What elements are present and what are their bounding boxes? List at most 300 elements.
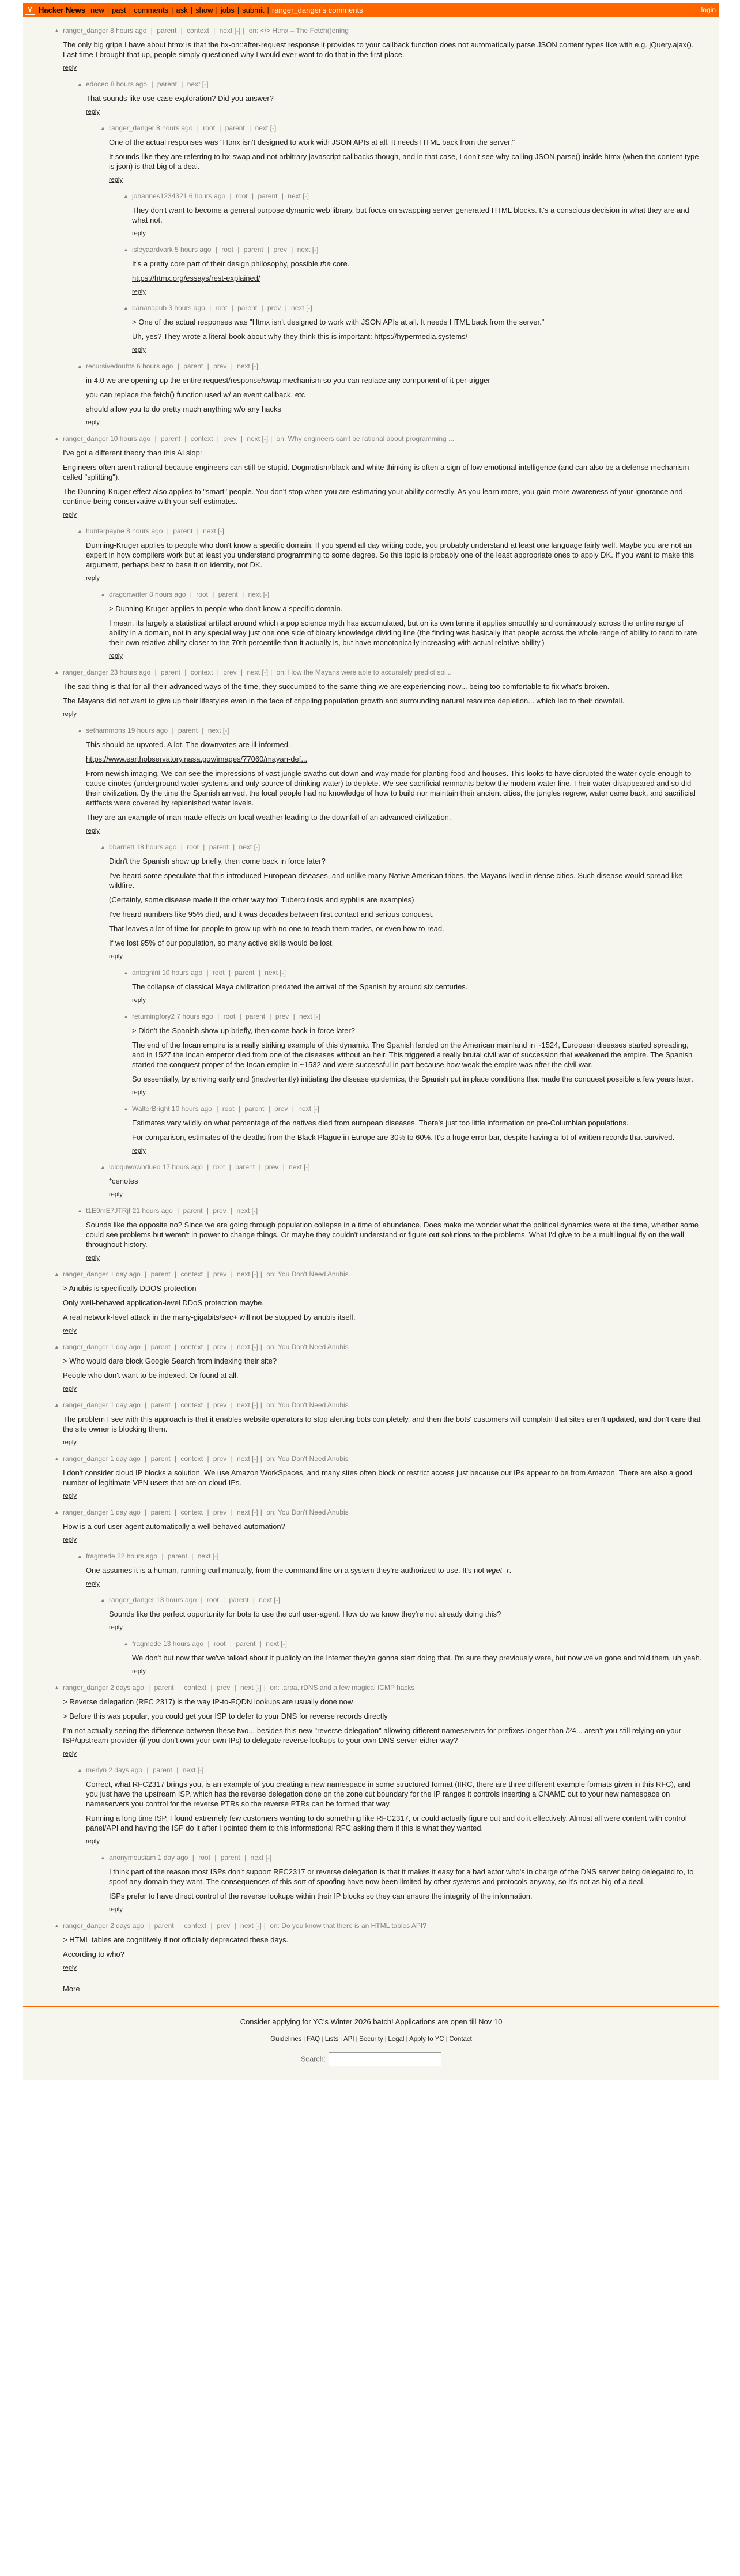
comment-nav-context[interactable]: context — [188, 668, 215, 676]
story-link[interactable]: You Don't Need Anubis — [278, 1401, 349, 1409]
story-link[interactable]: .arpa, rDNS and a few magical ICMP hacks — [281, 1684, 415, 1692]
comment-age-link[interactable]: 8 hours ago — [126, 527, 165, 535]
comment-nav-next[interactable]: next — [238, 1684, 256, 1692]
upvote-arrow-icon[interactable]: ▲ — [77, 81, 82, 87]
upvote-arrow-icon[interactable]: ▲ — [77, 728, 82, 733]
comment-username[interactable]: ranger_danger — [109, 124, 154, 132]
comment-nav-next[interactable]: next — [263, 1640, 281, 1648]
story-link[interactable]: </> Htmx – The Fetch()ening — [260, 27, 349, 35]
comment-age-link[interactable]: 1 day ago — [110, 1455, 143, 1463]
upvote-arrow-icon[interactable]: ▲ — [100, 844, 105, 850]
comment-nav-next[interactable]: next — [245, 435, 262, 443]
nav-past[interactable]: past — [112, 5, 126, 14]
comment-age-link[interactable]: 2 days ago — [108, 1766, 145, 1774]
comment-nav-parent[interactable]: parent — [233, 969, 256, 977]
reply-link[interactable]: reply — [86, 419, 100, 426]
reply-link[interactable]: reply — [109, 1624, 123, 1631]
on-label: on: — [247, 27, 260, 35]
comment-username[interactable]: ranger_danger — [63, 27, 108, 35]
comment-age-link[interactable]: 1 day ago — [110, 1343, 143, 1351]
footer-link-apply[interactable]: Apply to YC — [409, 2036, 444, 2043]
nav-comments[interactable]: comments — [134, 5, 169, 14]
comment-nav-parent[interactable]: parent — [149, 1343, 172, 1351]
comment-nav-prev[interactable]: prev — [221, 668, 239, 676]
collapse-toggle[interactable]: [-] — [265, 1854, 272, 1862]
comment — [55, 1401, 702, 1447]
collapse-toggle[interactable]: [-] — [252, 1508, 258, 1516]
upvote-arrow-icon[interactable]: ▲ — [77, 1208, 82, 1214]
upvote-arrow-icon[interactable]: ▲ — [54, 436, 59, 442]
comment-nav-context[interactable]: context — [179, 1270, 205, 1278]
comment-nav-next[interactable]: next — [253, 124, 270, 132]
upvote-arrow-icon[interactable]: ▲ — [54, 1271, 59, 1277]
comment-username[interactable]: WalterBright — [132, 1105, 170, 1113]
collapse-toggle[interactable]: [-] — [313, 1105, 319, 1113]
comment-nav-prev[interactable]: prev — [211, 1343, 229, 1351]
comment-nav-next[interactable]: next — [256, 1596, 274, 1604]
comment-age-link[interactable]: 6 hours ago — [188, 192, 228, 200]
collapse-toggle[interactable]: [-] — [303, 192, 309, 200]
comment-age-link[interactable]: 2 days ago — [110, 1922, 146, 1930]
comment-username[interactable]: bbarnett — [109, 843, 135, 851]
comment-age-link[interactable]: 13 hours ago — [156, 1596, 199, 1604]
collapse-toggle[interactable]: [-] — [255, 1922, 262, 1930]
collapse-toggle[interactable]: [-] — [252, 362, 258, 370]
comment-nav-root[interactable]: root — [220, 1105, 236, 1113]
collapse-toggle[interactable]: [-] — [212, 1552, 219, 1560]
comment-nav-next[interactable]: next — [201, 527, 218, 535]
upvote-arrow-icon[interactable]: ▲ — [123, 247, 129, 253]
comment-nav-next[interactable]: next — [237, 843, 254, 851]
comment-nav-parent[interactable]: parent — [149, 1270, 172, 1278]
comment-header — [100, 1854, 702, 1862]
reply-link[interactable]: reply — [63, 511, 77, 518]
collapse-toggle[interactable]: [-] — [304, 1163, 310, 1171]
comment-nav-next[interactable]: next — [246, 590, 263, 598]
footer-link-legal[interactable]: Legal — [388, 2036, 405, 2043]
comment-username[interactable]: recursivedoubts — [86, 362, 135, 370]
nav-jobs[interactable]: jobs — [220, 5, 235, 14]
comment-nav-prev[interactable]: prev — [263, 1163, 281, 1171]
comment-username[interactable]: returningfory2 — [132, 1012, 175, 1020]
comment-nav-parent[interactable]: parent — [181, 362, 205, 370]
comment-nav-parent[interactable]: parent — [207, 843, 231, 851]
comment-nav-root[interactable]: root — [196, 1854, 213, 1862]
comment-nav-prev[interactable]: prev — [211, 1401, 229, 1409]
upvote-arrow-icon[interactable]: ▲ — [100, 1164, 105, 1170]
comment-nav-root[interactable]: root — [211, 1163, 227, 1171]
comment-nav-next[interactable]: next — [238, 1922, 256, 1930]
comment-username[interactable]: ranger_danger — [63, 1508, 108, 1516]
reply-link[interactable]: reply — [86, 1838, 100, 1845]
separator: | — [231, 1207, 233, 1215]
comment-username[interactable]: merlyn — [86, 1766, 107, 1774]
comment-nav-next[interactable]: next — [285, 192, 303, 200]
comment-nav-prev[interactable]: prev — [211, 1455, 229, 1463]
comment-nav-parent[interactable]: parent — [149, 1455, 172, 1463]
reply-link[interactable]: reply — [132, 1089, 146, 1096]
comment-nav-parent[interactable]: parent — [233, 1163, 257, 1171]
upvote-arrow-icon[interactable]: ▲ — [77, 363, 82, 369]
comment-nav-prev[interactable]: prev — [265, 304, 283, 312]
comment-header — [54, 1455, 702, 1463]
comment-nav-root[interactable]: root — [184, 843, 201, 851]
comment-nav-context[interactable]: context — [182, 1922, 209, 1930]
comment-nav-next[interactable]: next — [297, 1012, 315, 1020]
story-link[interactable]: How the Mayans were able to accurately predict sol... — [288, 668, 452, 676]
comment-nav-next[interactable]: next — [235, 1508, 252, 1516]
separator: | — [210, 1922, 213, 1930]
comment-nav-parent[interactable]: parent — [242, 1105, 266, 1113]
collapse-toggle[interactable]: [-] — [252, 1343, 258, 1351]
comment-nav-prev[interactable]: prev — [221, 435, 239, 443]
comment-nav-context[interactable]: context — [188, 435, 215, 443]
reply-link[interactable]: reply — [63, 1536, 77, 1543]
comment-nav-context[interactable]: context — [179, 1343, 205, 1351]
reply-link[interactable]: reply — [86, 108, 100, 115]
comment-username[interactable]: ranger_danger — [63, 668, 108, 676]
comment-nav-context[interactable]: context — [179, 1508, 205, 1516]
collapse-toggle[interactable]: [-] — [262, 435, 269, 443]
collapse-toggle[interactable]: [-] — [202, 80, 209, 88]
reply-link[interactable]: reply — [132, 230, 146, 237]
upvote-arrow-icon[interactable]: ▲ — [123, 305, 129, 311]
comment-username[interactable]: anonymousiam — [109, 1854, 156, 1862]
comment-nav-parent[interactable]: parent — [149, 1508, 172, 1516]
collapse-toggle[interactable]: [-] — [254, 843, 260, 851]
comment-age-link[interactable]: 17 hours ago — [162, 1163, 205, 1171]
reply-link[interactable]: reply — [63, 1750, 77, 1757]
upvote-arrow-icon[interactable]: ▲ — [54, 1456, 59, 1462]
nav-show[interactable]: show — [195, 5, 213, 14]
comment-username[interactable]: sethammons — [86, 726, 126, 735]
comment-age-link[interactable]: 8 hours ago — [110, 80, 149, 88]
comment-nav-root[interactable]: root — [221, 1012, 237, 1020]
comment-age-link[interactable]: 1 day ago — [157, 1854, 190, 1862]
comment-age-link[interactable]: 21 hours ago — [132, 1207, 175, 1215]
comment-nav-parent[interactable]: parent — [216, 590, 240, 598]
comment-age-link[interactable]: 10 hours ago — [110, 435, 153, 443]
comment-nav-parent[interactable]: parent — [181, 1207, 205, 1215]
comment-url-link[interactable]: https://hypermedia.systems/ — [374, 332, 468, 341]
comment-nav-root[interactable]: root — [219, 246, 236, 254]
reply-link[interactable]: reply — [109, 653, 123, 660]
collapse-toggle[interactable]: [-] — [234, 27, 241, 35]
collapse-toggle[interactable]: [-] — [252, 1455, 258, 1463]
comment-nav-prev[interactable]: prev — [211, 1207, 229, 1215]
collapse-toggle[interactable]: [-] — [252, 1270, 258, 1278]
comment-username[interactable]: ranger_danger — [63, 1684, 108, 1692]
comment-nav-next[interactable]: next — [235, 1455, 252, 1463]
comment-username[interactable]: dragonwriter — [109, 590, 148, 598]
yc-logo[interactable]: Y — [25, 5, 35, 15]
comment-age-link[interactable]: 1 day ago — [110, 1401, 143, 1409]
footer-link-guidelines[interactable]: Guidelines — [270, 2036, 302, 2043]
reply-link[interactable]: reply — [63, 1327, 77, 1334]
comment-username[interactable]: bananapub — [132, 304, 167, 312]
comment-username[interactable]: ranger_danger — [63, 1401, 108, 1409]
collapse-toggle[interactable]: [-] — [262, 668, 269, 676]
comment-nav-parent[interactable]: parent — [152, 1922, 176, 1930]
collapse-toggle[interactable]: [-] — [281, 1640, 287, 1648]
comment-username[interactable]: ranger_danger — [109, 1596, 154, 1604]
comment-age-link[interactable]: 18 hours ago — [136, 843, 179, 851]
site-title[interactable]: Hacker News — [39, 5, 85, 14]
separator: | — [238, 1105, 240, 1113]
comment-nav-next[interactable]: next — [289, 304, 307, 312]
comment-age-link[interactable]: 2 days ago — [110, 1684, 146, 1692]
footer-link-security[interactable]: Security — [359, 2036, 383, 2043]
more-link[interactable]: More — [63, 1984, 80, 1993]
comment-age-link[interactable]: 19 hours ago — [127, 726, 170, 735]
separator: | — [148, 1684, 150, 1692]
comment-username[interactable]: loloquwowndueo — [109, 1163, 161, 1171]
collapse-toggle[interactable]: [-] — [263, 590, 270, 598]
comment-nav-next[interactable]: next — [235, 1401, 252, 1409]
comment-nav-next[interactable]: next — [180, 1766, 198, 1774]
comment-age-link[interactable]: 10 hours ago — [171, 1105, 214, 1113]
separator: | — [171, 5, 173, 14]
nav-new[interactable]: new — [90, 5, 104, 14]
upvote-arrow-icon[interactable]: ▲ — [123, 1014, 129, 1019]
collapse-toggle[interactable]: [-] — [306, 304, 312, 312]
separator: | — [213, 27, 216, 35]
comment-url-link[interactable]: https://htmx.org/essays/rest-explained/ — [132, 274, 260, 283]
comment-url-link[interactable]: https://www.earthobservatory.nasa.gov/images/77060/mayan-def... — [86, 755, 308, 763]
reply-link[interactable]: reply — [63, 65, 77, 71]
reply-link[interactable]: reply — [63, 1964, 77, 1971]
footer-link-contact[interactable]: Contact — [449, 2036, 472, 2043]
nav-ask[interactable]: ask — [176, 5, 188, 14]
comment-nav-context[interactable]: context — [184, 27, 212, 35]
comment-username[interactable]: ranger_danger — [63, 1343, 108, 1351]
story-link[interactable]: Do you know that there is an HTML tables API? — [281, 1922, 426, 1930]
comment-age-link[interactable]: 23 hours ago — [110, 668, 153, 676]
comment-age-link[interactable]: 1 day ago — [110, 1508, 143, 1516]
comment-age-link[interactable]: 8 hours ago — [156, 124, 195, 132]
comment-nav-root[interactable]: root — [201, 124, 217, 132]
reply-link[interactable]: reply — [109, 1191, 123, 1198]
comment-username[interactable]: fragmede — [132, 1640, 161, 1648]
comment-nav-parent[interactable]: parent — [165, 1552, 190, 1560]
upvote-arrow-icon[interactable]: ▲ — [100, 592, 105, 597]
upvote-arrow-icon[interactable]: ▲ — [123, 1641, 129, 1647]
footer-link-api[interactable]: API — [343, 2036, 354, 2043]
collapse-toggle[interactable]: [-] — [255, 1684, 262, 1692]
comment-nav-parent[interactable]: parent — [256, 192, 280, 200]
comment-nav-root[interactable]: root — [213, 304, 229, 312]
comment-age-link[interactable]: 8 hours ago — [149, 590, 188, 598]
comment-nav-next[interactable]: next — [248, 1854, 266, 1862]
reply-link[interactable]: reply — [63, 1385, 77, 1392]
comment-nav-prev[interactable]: prev — [211, 362, 229, 370]
comment-nav-parent[interactable]: parent — [234, 1640, 258, 1648]
footer-link-faq[interactable]: FAQ — [307, 2036, 320, 2043]
comment-username[interactable]: fragmede — [86, 1552, 115, 1560]
comment-nav-next[interactable]: next — [195, 1552, 213, 1560]
comment-username[interactable]: hunterpayne — [86, 527, 124, 535]
comment-nav-parent[interactable]: parent — [158, 668, 183, 676]
comment-age-link[interactable]: 8 hours ago — [110, 27, 149, 35]
comment-nav-prev[interactable]: prev — [214, 1684, 232, 1692]
reply-link[interactable]: reply — [132, 1147, 146, 1154]
comment-username[interactable]: johannes1234321 — [132, 192, 187, 200]
separator: | — [129, 5, 131, 14]
reply-link[interactable]: reply — [132, 997, 146, 1004]
upvote-arrow-icon[interactable]: ▲ — [123, 193, 129, 199]
comment-nav-parent[interactable]: parent — [154, 27, 179, 35]
upvote-arrow-icon[interactable]: ▲ — [77, 1553, 82, 1559]
reply-link[interactable]: reply — [132, 347, 146, 353]
comment — [78, 1207, 702, 1263]
reply-link[interactable]: reply — [109, 176, 123, 183]
comment-nav-context[interactable]: context — [179, 1455, 205, 1463]
reply-link[interactable]: reply — [63, 711, 77, 718]
comment-username[interactable]: ranger_danger — [63, 1270, 108, 1278]
comment-username[interactable]: ranger_danger — [63, 1922, 108, 1930]
story-link[interactable]: You Don't Need Anubis — [278, 1455, 349, 1463]
yc-banner-link[interactable]: Consider applying for YC's Winter 2026 batch! Applications are open till Nov 10 — [240, 2017, 503, 2026]
comment-username[interactable]: isleyaardvark — [132, 246, 173, 254]
comment-age-link[interactable]: 5 hours ago — [175, 246, 213, 254]
current-page-link[interactable]: ranger_danger's comments — [271, 5, 363, 14]
story-link[interactable]: Why engineers can't be rational about programming ... — [288, 435, 455, 443]
comment-age-link[interactable]: 1 day ago — [110, 1270, 143, 1278]
comment-username[interactable]: antognini — [132, 969, 160, 977]
reply-link[interactable]: reply — [132, 288, 146, 295]
comment-nav-next[interactable]: next — [206, 726, 223, 735]
comment-nav-root[interactable]: root — [233, 192, 250, 200]
collapse-toggle[interactable]: [-] — [274, 1596, 280, 1604]
search-input[interactable] — [329, 2052, 441, 2066]
comment-nav-next[interactable]: next — [235, 1270, 252, 1278]
comment-nav-next[interactable]: next — [185, 80, 202, 88]
comment-age-link[interactable]: 7 hours ago — [176, 1012, 216, 1020]
comment-nav-parent[interactable]: parent — [241, 246, 266, 254]
comment-nav-parent[interactable]: parent — [235, 304, 259, 312]
collapse-toggle[interactable]: [-] — [270, 124, 277, 132]
comment-nav-parent[interactable]: parent — [152, 1684, 176, 1692]
comment-header — [123, 1105, 702, 1113]
comment-nav-prev[interactable]: prev — [211, 1508, 229, 1516]
nav-submit[interactable]: submit — [242, 5, 265, 14]
comment-nav-root[interactable]: root — [205, 1596, 221, 1604]
comment-age-link[interactable]: 3 hours ago — [168, 304, 207, 312]
comment-nav-parent[interactable]: parent — [150, 1766, 175, 1774]
reply-link[interactable]: reply — [109, 953, 123, 960]
reply-link[interactable]: reply — [86, 575, 100, 582]
comment-nav-next[interactable]: next — [235, 1343, 252, 1351]
comment-nav-parent[interactable]: parent — [218, 1854, 243, 1862]
collapse-toggle[interactable]: [-] — [280, 969, 286, 977]
collapse-toggle[interactable]: [-] — [218, 527, 224, 535]
upvote-arrow-icon[interactable]: ▲ — [77, 1767, 82, 1773]
collapse-toggle[interactable]: [-] — [312, 246, 319, 254]
comment-nav-root[interactable]: root — [212, 1640, 228, 1648]
comment-age-link[interactable]: 22 hours ago — [117, 1552, 160, 1560]
reply-link[interactable]: reply — [86, 1580, 100, 1587]
separator: | — [148, 1922, 150, 1930]
upvote-arrow-icon[interactable]: ▲ — [123, 970, 129, 976]
story-link[interactable]: You Don't Need Anubis — [278, 1270, 349, 1278]
reply-link[interactable]: reply — [109, 1906, 123, 1913]
collapse-toggle[interactable]: [-] — [252, 1401, 258, 1409]
collapse-toggle[interactable]: [-] — [222, 726, 229, 735]
comment-nav-context[interactable]: context — [182, 1684, 209, 1692]
comment-nav-next[interactable]: next — [235, 362, 252, 370]
story-link[interactable]: You Don't Need Anubis — [278, 1343, 349, 1351]
comment-nav-parent[interactable]: parent — [171, 527, 195, 535]
comment-nav-prev[interactable]: prev — [211, 1270, 229, 1278]
comment-nav-parent[interactable]: parent — [158, 435, 183, 443]
comment-username[interactable]: edoceo — [86, 80, 109, 88]
comment-paragraph — [63, 448, 702, 458]
comment-nav-root[interactable]: root — [194, 590, 210, 598]
comment-nav-parent[interactable]: parent — [155, 80, 179, 88]
upvote-arrow-icon[interactable]: ▲ — [54, 1923, 59, 1929]
collapse-toggle[interactable]: [-] — [251, 1207, 258, 1215]
upvote-arrow-icon[interactable]: ▲ — [54, 28, 59, 33]
footer-link-lists[interactable]: Lists — [324, 2036, 339, 2043]
comment-paragraph — [109, 152, 702, 171]
collapse-toggle[interactable]: [-] — [197, 1766, 204, 1774]
reply-link[interactable]: reply — [63, 1439, 77, 1446]
comment-nav-parent[interactable]: parent — [227, 1596, 251, 1604]
comment-nav-next[interactable]: next — [296, 1105, 314, 1113]
comment-username[interactable]: t1E9mE7JTRjf — [86, 1207, 131, 1215]
comment-nav-prev[interactable]: prev — [273, 1012, 291, 1020]
comment-age-link[interactable]: 6 hours ago — [137, 362, 175, 370]
comment-nav-next[interactable]: next — [286, 1163, 304, 1171]
comment-username[interactable]: ranger_danger — [63, 435, 108, 443]
upvote-arrow-icon[interactable]: ▲ — [54, 1344, 59, 1350]
upvote-arrow-icon[interactable]: ▲ — [100, 1597, 105, 1603]
comment-nav-prev[interactable]: prev — [272, 1105, 290, 1113]
upvote-arrow-icon[interactable]: ▲ — [100, 1855, 105, 1861]
reply-link[interactable]: reply — [86, 827, 100, 834]
comment-username[interactable]: ranger_danger — [63, 1455, 108, 1463]
reply-link[interactable]: reply — [132, 1668, 146, 1675]
upvote-arrow-icon[interactable]: ▲ — [100, 125, 105, 131]
comment-age-link[interactable]: 13 hours ago — [163, 1640, 206, 1648]
upvote-arrow-icon[interactable]: ▲ — [54, 669, 59, 675]
comment-nav-next[interactable]: next — [295, 246, 312, 254]
comment-nav-parent[interactable]: parent — [223, 124, 247, 132]
reply-link[interactable]: reply — [86, 1255, 100, 1261]
comment-nav-next[interactable]: next — [235, 1207, 252, 1215]
comment-nav-prev[interactable]: prev — [214, 1922, 232, 1930]
comment-nav-next[interactable]: next — [245, 668, 262, 676]
upvote-arrow-icon[interactable]: ▲ — [54, 1685, 59, 1690]
upvote-arrow-icon[interactable]: ▲ — [123, 1106, 129, 1112]
collapse-toggle[interactable]: [-] — [314, 1012, 320, 1020]
comment-nav-parent[interactable]: parent — [149, 1401, 172, 1409]
upvote-arrow-icon[interactable]: ▲ — [77, 528, 82, 534]
story-link[interactable]: You Don't Need Anubis — [278, 1508, 349, 1516]
comment-nav-root[interactable]: root — [210, 969, 226, 977]
comment-nav-context[interactable]: context — [179, 1401, 205, 1409]
comment-nav-parent[interactable]: parent — [176, 726, 200, 735]
comment-nav-next[interactable]: next — [262, 969, 280, 977]
upvote-arrow-icon[interactable]: ▲ — [54, 1509, 59, 1515]
comment-nav-parent[interactable]: parent — [243, 1012, 267, 1020]
upvote-arrow-icon[interactable]: ▲ — [54, 1402, 59, 1408]
comment-age-link[interactable]: 10 hours ago — [162, 969, 205, 977]
comment-nav-prev[interactable]: prev — [271, 246, 289, 254]
comment-nav-next[interactable]: next — [217, 27, 235, 35]
login-link[interactable]: login — [701, 6, 716, 14]
reply-link[interactable]: reply — [63, 1493, 77, 1500]
